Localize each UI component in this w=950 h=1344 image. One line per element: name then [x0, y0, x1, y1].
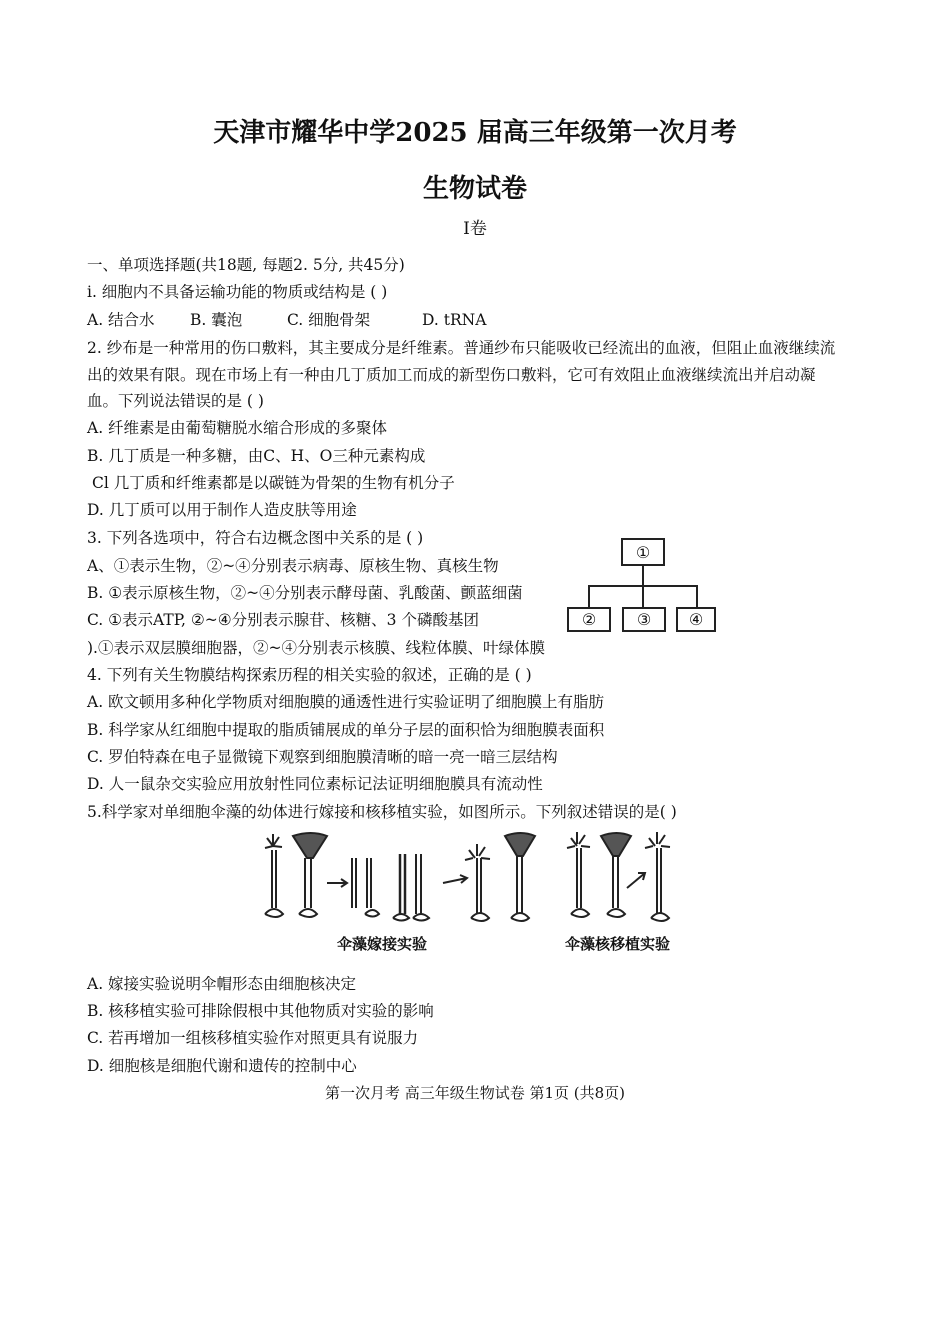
q5-option-b: B. 核移植实验可排除假根中其他物质对实验的影响 — [87, 1002, 434, 1020]
connector-right — [696, 585, 698, 607]
section-heading: 一、单项选择题(共18题, 每题2. 5分, 共45分) — [87, 256, 405, 274]
q3-option-b: B. ①表示原核生物，②~④分别表示酵母菌、乳酸菌、颤蓝细菌 — [87, 584, 523, 602]
concept-node-1: ① — [621, 538, 665, 566]
q5-option-a: A. 嫁接实验说明伞帽形态由细胞核决定 — [87, 975, 357, 993]
caption-grafting: 伞藻嫁接实验 — [337, 935, 428, 953]
q4-stem: 4. 下列有关生物膜结构探索历程的相关实验的叙述，正确的是 ( ) — [87, 666, 532, 684]
regenerated-plants — [465, 833, 535, 921]
grafted-stalks — [393, 854, 429, 921]
q2-option-a: A. 纤维素是由葡萄糖脱水缩合形成的多聚体 — [87, 419, 388, 437]
q3-option-d: ).①表示双层膜细胞器，②~④分别表示核膜、线粒体膜、叶绿体膜 — [87, 639, 545, 657]
q1-option-c: C. 细胞骨架 — [287, 311, 371, 329]
q4-option-a: A. 欧文顿用多种化学物质对细胞膜的通透性进行实验证明了细胞膜上有脂肪 — [87, 693, 605, 711]
branched-cap-plant-1 — [265, 834, 283, 917]
caption-transplant: 伞藻核移植实验 — [565, 935, 671, 953]
q2-option-d: D. 几丁质可以用于制作人造皮肤等用途 — [87, 501, 357, 519]
nuclear-transplant-plants — [567, 832, 670, 921]
concept-node-4: ④ — [676, 607, 716, 632]
q4-option-d: D. 人一鼠杂交实验应用放射性同位素标记法证明细胞膜具有流动性 — [87, 775, 543, 793]
q2-stem-line1: 2. 纱布是一种常用的伤口敷料，其主要成分是纤维素。普通纱布只能吸收已经流出的血液，但阻止血液继续流 — [87, 339, 836, 357]
q3-stem: 3. 下列各选项中，符合右边概念图中关系的是 ( ) — [87, 529, 424, 547]
concept-node-3: ③ — [622, 607, 666, 632]
concept-node-2: ② — [567, 607, 611, 632]
volume-label: Ⅰ卷 — [463, 219, 487, 239]
q2-option-b: B. 几丁质是一种多糖，由C、H、O三种元素构成 — [87, 447, 426, 465]
q3-option-c: C. ①表示ATP, ②~④分别表示腺苷、核糖、3 个磷酸基团 — [87, 611, 479, 629]
umbrella-cap-plant-1 — [293, 833, 327, 917]
q2-stem-line2: 出的效果有限。现在市场上有一种由几丁质加工而成的新型伤口敷料，它可有效阻止血液继续流出并启动凝 — [87, 366, 816, 384]
q5-option-d: D. 细胞核是细胞代谢和遗传的控制中心 — [87, 1057, 357, 1075]
acetabularia-figure — [255, 828, 705, 928]
subject-title: 生物试卷 — [422, 174, 527, 204]
cut-stalks-1 — [352, 858, 379, 917]
page-footer: 第一次月考 高三年级生物试卷 第1页 (共8页) — [324, 1084, 626, 1102]
q4-option-c: C. 罗伯特森在电子显微镜下观察到细胞膜清晰的暗一亮一暗三层结构 — [87, 748, 558, 766]
q1-option-d: D. tRNA — [422, 311, 487, 329]
q3-option-a: A、①表示生物，②~④分别表示病毒、原核生物、真核生物 — [87, 557, 499, 575]
connector-left — [588, 585, 590, 607]
q1-option-a: A. 结合水 — [87, 311, 155, 329]
q4-option-b: B. 科学家从红细胞中提取的脂质铺展成的单分子层的面积恰为细胞膜表面积 — [87, 721, 605, 739]
q2-option-c: Cl 几丁质和纤维素都是以碳链为骨架的生物有机分子 — [92, 474, 455, 492]
q1-option-b: B. 囊泡 — [190, 311, 243, 329]
q1-stem: i. 细胞内不具备运输功能的物质或结构是 ( ) — [87, 283, 388, 301]
q2-stem-line3: 血。下列说法错误的是 ( ) — [87, 392, 264, 410]
connector-middle — [642, 585, 644, 607]
connector-vertical — [642, 566, 644, 586]
exam-title: 天津市耀华中学2025 届高三年级第一次月考 — [213, 118, 737, 148]
q5-option-c: C. 若再增加一组核移植实验作对照更具有说服力 — [87, 1029, 419, 1047]
q5-stem: 5.科学家对单细胞伞藻的幼体进行嫁接和核移植实验，如图所示。下列叙述错误的是( ) — [87, 803, 677, 821]
